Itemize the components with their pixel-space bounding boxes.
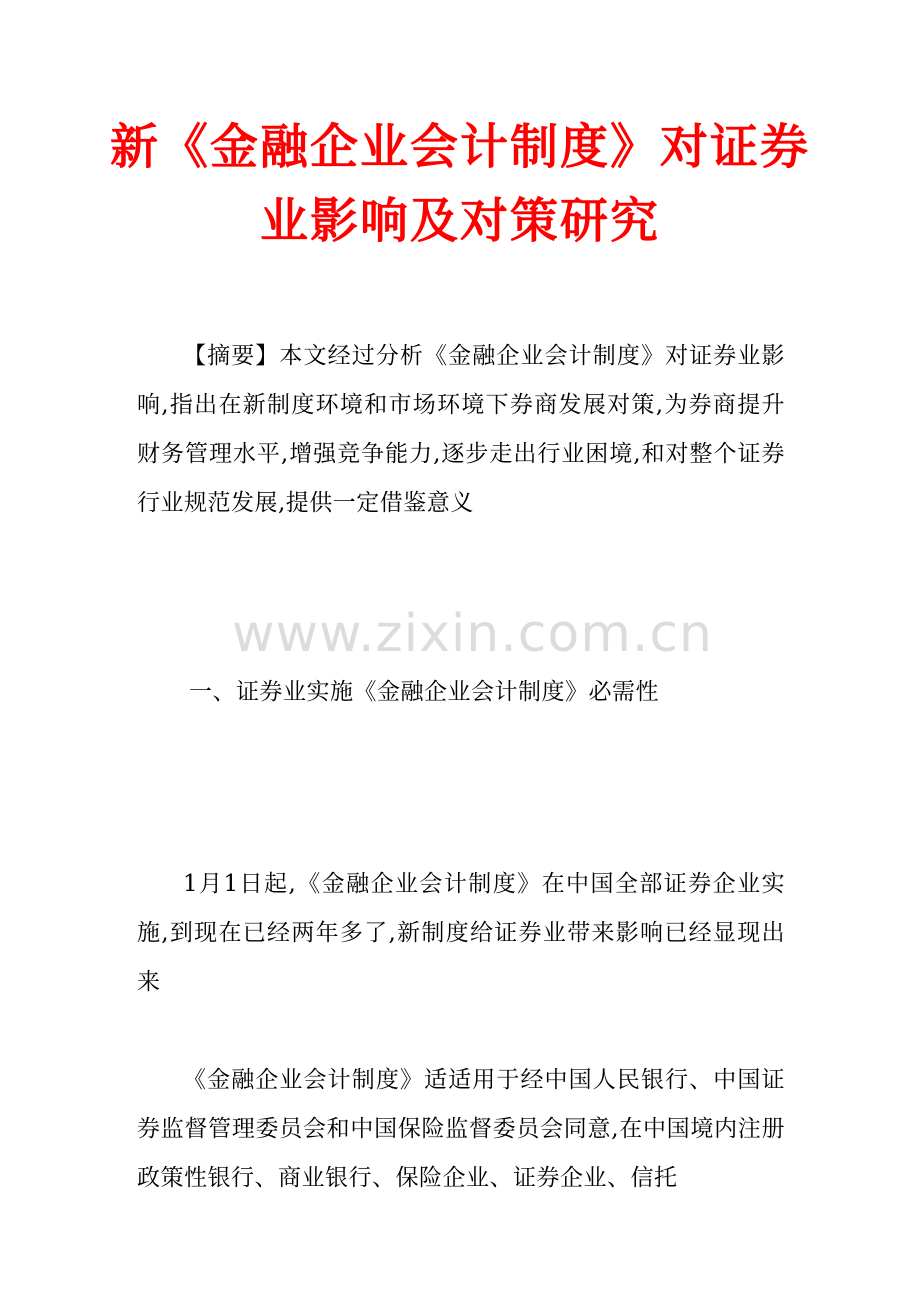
body-paragraph-2: 《金融企业会计制度》适适用于经中国人民银行、中国证券监督管理委员会和中国保险监督委员会同意,在中国境内注册政策性银行、商业银行、保险企业、证券企业、信托 (137, 1067, 785, 1191)
watermark-text: www.zixin.com.cn (232, 604, 713, 664)
body-paragraph-1: 1月1日起,《金融企业会计制度》在中国全部证券企业实施,到现在已经两年多了,新制度给证券业带来影响已经显现出来 (137, 871, 785, 995)
abstract-paragraph: 【摘要】本文经过分析《金融企业会计制度》对证券业影响,指出在新制度环境和市场环境下券商发展对策,为券商提升财务管理水平,增强竞争能力,逐步走出行业困境,和对整个证券行业规范发展,提供一定借鉴意义 (137, 343, 785, 516)
document-title: 新《金融企业会计制度》对证券业影响及对策研究 (109, 119, 810, 249)
section-heading: 一、证券业实施《金融企业会计制度》必需性 (189, 679, 659, 705)
